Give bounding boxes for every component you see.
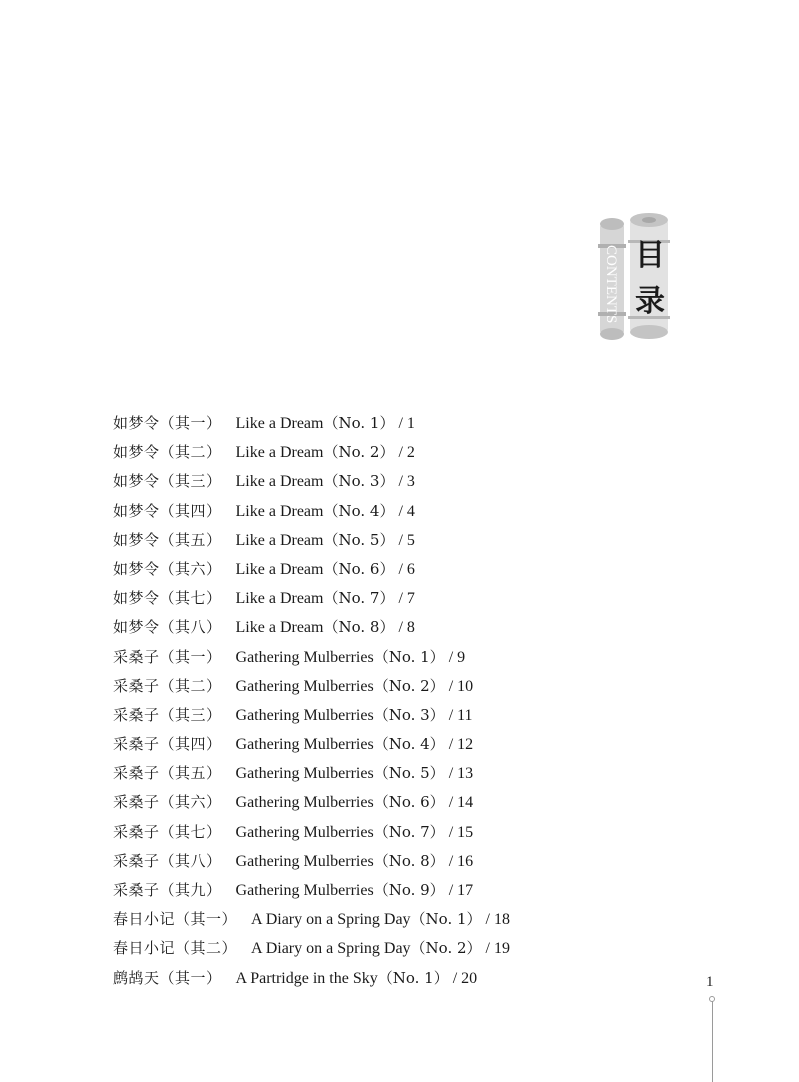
toc-entry-page: 9: [457, 648, 466, 666]
toc-entry-page: 20: [461, 969, 478, 987]
toc-entry-english-title: A Partridge in the Sky: [235, 969, 378, 987]
toc-entry-chinese-title: 如梦令（其五）: [113, 530, 222, 549]
toc-entry-chinese-title: 采桑子（其三）: [113, 705, 222, 724]
toc-entry-english-title: Gathering Mulberries: [235, 823, 374, 841]
toc-entry-english-title: Like a Dream: [235, 590, 324, 608]
table-of-contents: [113, 411, 673, 995]
toc-entry-page: 7: [406, 590, 415, 608]
toc-entry-number: （No. 9）: [373, 881, 445, 899]
toc-entry-number: （No. 1）: [373, 647, 445, 666]
toc-entry-separator: /: [485, 911, 490, 929]
toc-entry-number: （No. 1）: [323, 414, 395, 432]
toc-entry[interactable]: [113, 528, 673, 557]
toc-entry-separator: /: [398, 444, 403, 462]
toc-entry-number: （No. 2）: [323, 443, 395, 462]
toc-entry-separator: /: [398, 473, 403, 491]
toc-entry[interactable]: [113, 411, 673, 440]
toc-entry-separator: /: [448, 706, 454, 724]
toc-entry-number: （No. 4）: [323, 501, 395, 520]
toc-entry-number: （No. 4）: [373, 735, 445, 754]
title-char-1: 目: [635, 238, 665, 273]
toc-entry[interactable]: [113, 936, 673, 965]
toc-entry-english-title: Gathering Mulberries: [235, 852, 374, 870]
toc-entry-english-title: Gathering Mulberries: [235, 736, 374, 754]
toc-entry-number: （No. 1）: [377, 968, 449, 987]
toc-entry-chinese-title: 采桑子（其六）: [113, 793, 222, 812]
toc-entry-english-title: Gathering Mulberries: [235, 706, 374, 724]
toc-entry-page: 16: [457, 852, 474, 870]
toc-entry-chinese-title: 如梦令（其二）: [113, 443, 222, 462]
toc-entry-separator: /: [398, 619, 403, 637]
toc-entry-number: （No. 3）: [323, 472, 395, 491]
toc-entry-english-title: Gathering Mulberries: [235, 765, 374, 783]
toc-entry-english-title: Like a Dream: [235, 473, 324, 491]
toc-entry-separator: /: [448, 648, 454, 666]
toc-entry[interactable]: [113, 820, 673, 849]
toc-entry[interactable]: [113, 966, 673, 995]
toc-entry[interactable]: [113, 907, 673, 936]
toc-entry[interactable]: [113, 645, 673, 674]
page-number: 1: [706, 974, 714, 990]
toc-entry-separator: /: [448, 882, 454, 899]
toc-entry-chinese-title: 如梦令（其六）: [113, 559, 222, 578]
toc-entry-page: 5: [406, 531, 415, 549]
toc-entry-page: 19: [493, 940, 510, 958]
toc-entry-page: 12: [457, 736, 474, 754]
margin-guide-dot: [709, 996, 715, 1002]
toc-entry-number: （No. 3）: [373, 705, 445, 724]
toc-entry-number: （No. 2）: [373, 676, 445, 695]
toc-entry-page: 14: [457, 794, 474, 812]
toc-entry-chinese-title: 采桑子（其五）: [113, 764, 222, 783]
toc-entry-page: 1: [406, 415, 415, 432]
toc-entry-english-title: Like a Dream: [235, 502, 324, 520]
toc-entry-english-title: Like a Dream: [235, 415, 324, 432]
toc-entry-separator: /: [398, 415, 403, 432]
toc-entry-separator: /: [398, 590, 403, 608]
toc-entry-separator: /: [448, 794, 454, 812]
toc-entry-page: 8: [406, 619, 415, 637]
toc-entry-number: （No. 6）: [373, 793, 445, 812]
toc-entry[interactable]: [113, 674, 673, 703]
toc-entry-page: 11: [457, 706, 473, 724]
toc-entry[interactable]: [113, 586, 673, 615]
toc-entry-separator: /: [448, 736, 454, 754]
contents-vertical-label: CONTENTS: [603, 244, 619, 324]
toc-entry-page: 10: [457, 677, 474, 695]
toc-entry[interactable]: [113, 557, 673, 586]
toc-entry-chinese-title: 如梦令（其七）: [113, 589, 222, 608]
toc-entry-english-title: Like a Dream: [235, 531, 324, 549]
toc-entry[interactable]: [113, 849, 673, 878]
toc-entry-page: 15: [457, 823, 474, 841]
toc-entry-separator: /: [398, 531, 403, 549]
toc-entry-separator: /: [398, 560, 403, 578]
toc-entry-chinese-title: 采桑子（其九）: [113, 881, 222, 899]
toc-entry-english-title: Gathering Mulberries: [235, 648, 374, 666]
toc-entry-number: （No. 7）: [323, 589, 395, 608]
toc-entry-separator: /: [448, 677, 454, 695]
toc-entry[interactable]: [113, 499, 673, 528]
toc-entry-chinese-title: 如梦令（其四）: [113, 501, 222, 520]
toc-entry[interactable]: [113, 761, 673, 790]
toc-entry-english-title: A Diary on a Spring Day: [251, 940, 411, 958]
toc-entry-page: 18: [493, 911, 510, 929]
toc-entry-chinese-title: 如梦令（其三）: [113, 472, 222, 491]
toc-entry-chinese-title: 春日小记（其二）: [113, 939, 238, 958]
toc-entry-english-title: Gathering Mulberries: [235, 794, 374, 812]
toc-entry-page: 3: [406, 473, 415, 491]
toc-entry-chinese-title: 采桑子（其七）: [113, 822, 222, 841]
toc-entry-number: （No. 8）: [373, 851, 445, 870]
toc-entry-separator: /: [448, 765, 454, 783]
toc-entry[interactable]: [113, 878, 673, 907]
toc-entry[interactable]: [113, 469, 673, 498]
toc-entry-english-title: Gathering Mulberries: [235, 882, 374, 899]
toc-entry-number: （No. 1）: [410, 910, 482, 929]
margin-guide-line: [712, 998, 713, 1082]
toc-entry-separator: /: [398, 502, 403, 520]
toc-entry-english-title: Like a Dream: [235, 560, 324, 578]
toc-entry-separator: /: [448, 852, 454, 870]
toc-entry-number: （No. 6）: [323, 559, 395, 578]
toc-entry-number: （No. 5）: [373, 764, 445, 783]
toc-entry-number: （No. 2）: [410, 939, 482, 958]
toc-entry-page: 17: [457, 882, 474, 899]
toc-entry-separator: /: [448, 823, 454, 841]
toc-entry-chinese-title: 如梦令（其八）: [113, 618, 222, 637]
toc-entry-number: （No. 5）: [323, 530, 395, 549]
toc-entry-english-title: Like a Dream: [235, 619, 324, 637]
toc-entry-chinese-title: 采桑子（其一）: [113, 647, 222, 666]
toc-entry-chinese-title: 采桑子（其二）: [113, 676, 222, 695]
toc-entry-chinese-title: 采桑子（其八）: [113, 851, 222, 870]
toc-entry-chinese-title: 采桑子（其四）: [113, 735, 222, 754]
toc-entry-separator: /: [452, 969, 458, 987]
toc-entry[interactable]: [113, 732, 673, 761]
toc-entry-separator: /: [485, 940, 490, 958]
toc-entry-page: 6: [406, 560, 415, 578]
toc-entry-page: 2: [406, 444, 415, 462]
toc-entry-page: 13: [457, 765, 474, 783]
contents-emblem: [596, 212, 676, 342]
toc-entry-number: （No. 7）: [373, 822, 445, 841]
toc-entry-page: 4: [406, 502, 415, 520]
toc-entry-english-title: Gathering Mulberries: [235, 677, 374, 695]
toc-entry-chinese-title: 鹧鸪天（其一）: [113, 968, 222, 987]
toc-entry-chinese-title: 春日小记（其一）: [113, 910, 238, 929]
toc-entry[interactable]: [113, 440, 673, 469]
toc-entry-english-title: Like a Dream: [235, 444, 324, 462]
title-char-2: 录: [635, 284, 665, 319]
toc-entry[interactable]: [113, 703, 673, 732]
toc-entry-number: （No. 8）: [323, 618, 395, 637]
toc-entry[interactable]: [113, 790, 673, 819]
toc-entry[interactable]: [113, 615, 673, 644]
toc-entry-english-title: A Diary on a Spring Day: [251, 911, 411, 929]
toc-entry-chinese-title: 如梦令（其一）: [113, 414, 222, 432]
